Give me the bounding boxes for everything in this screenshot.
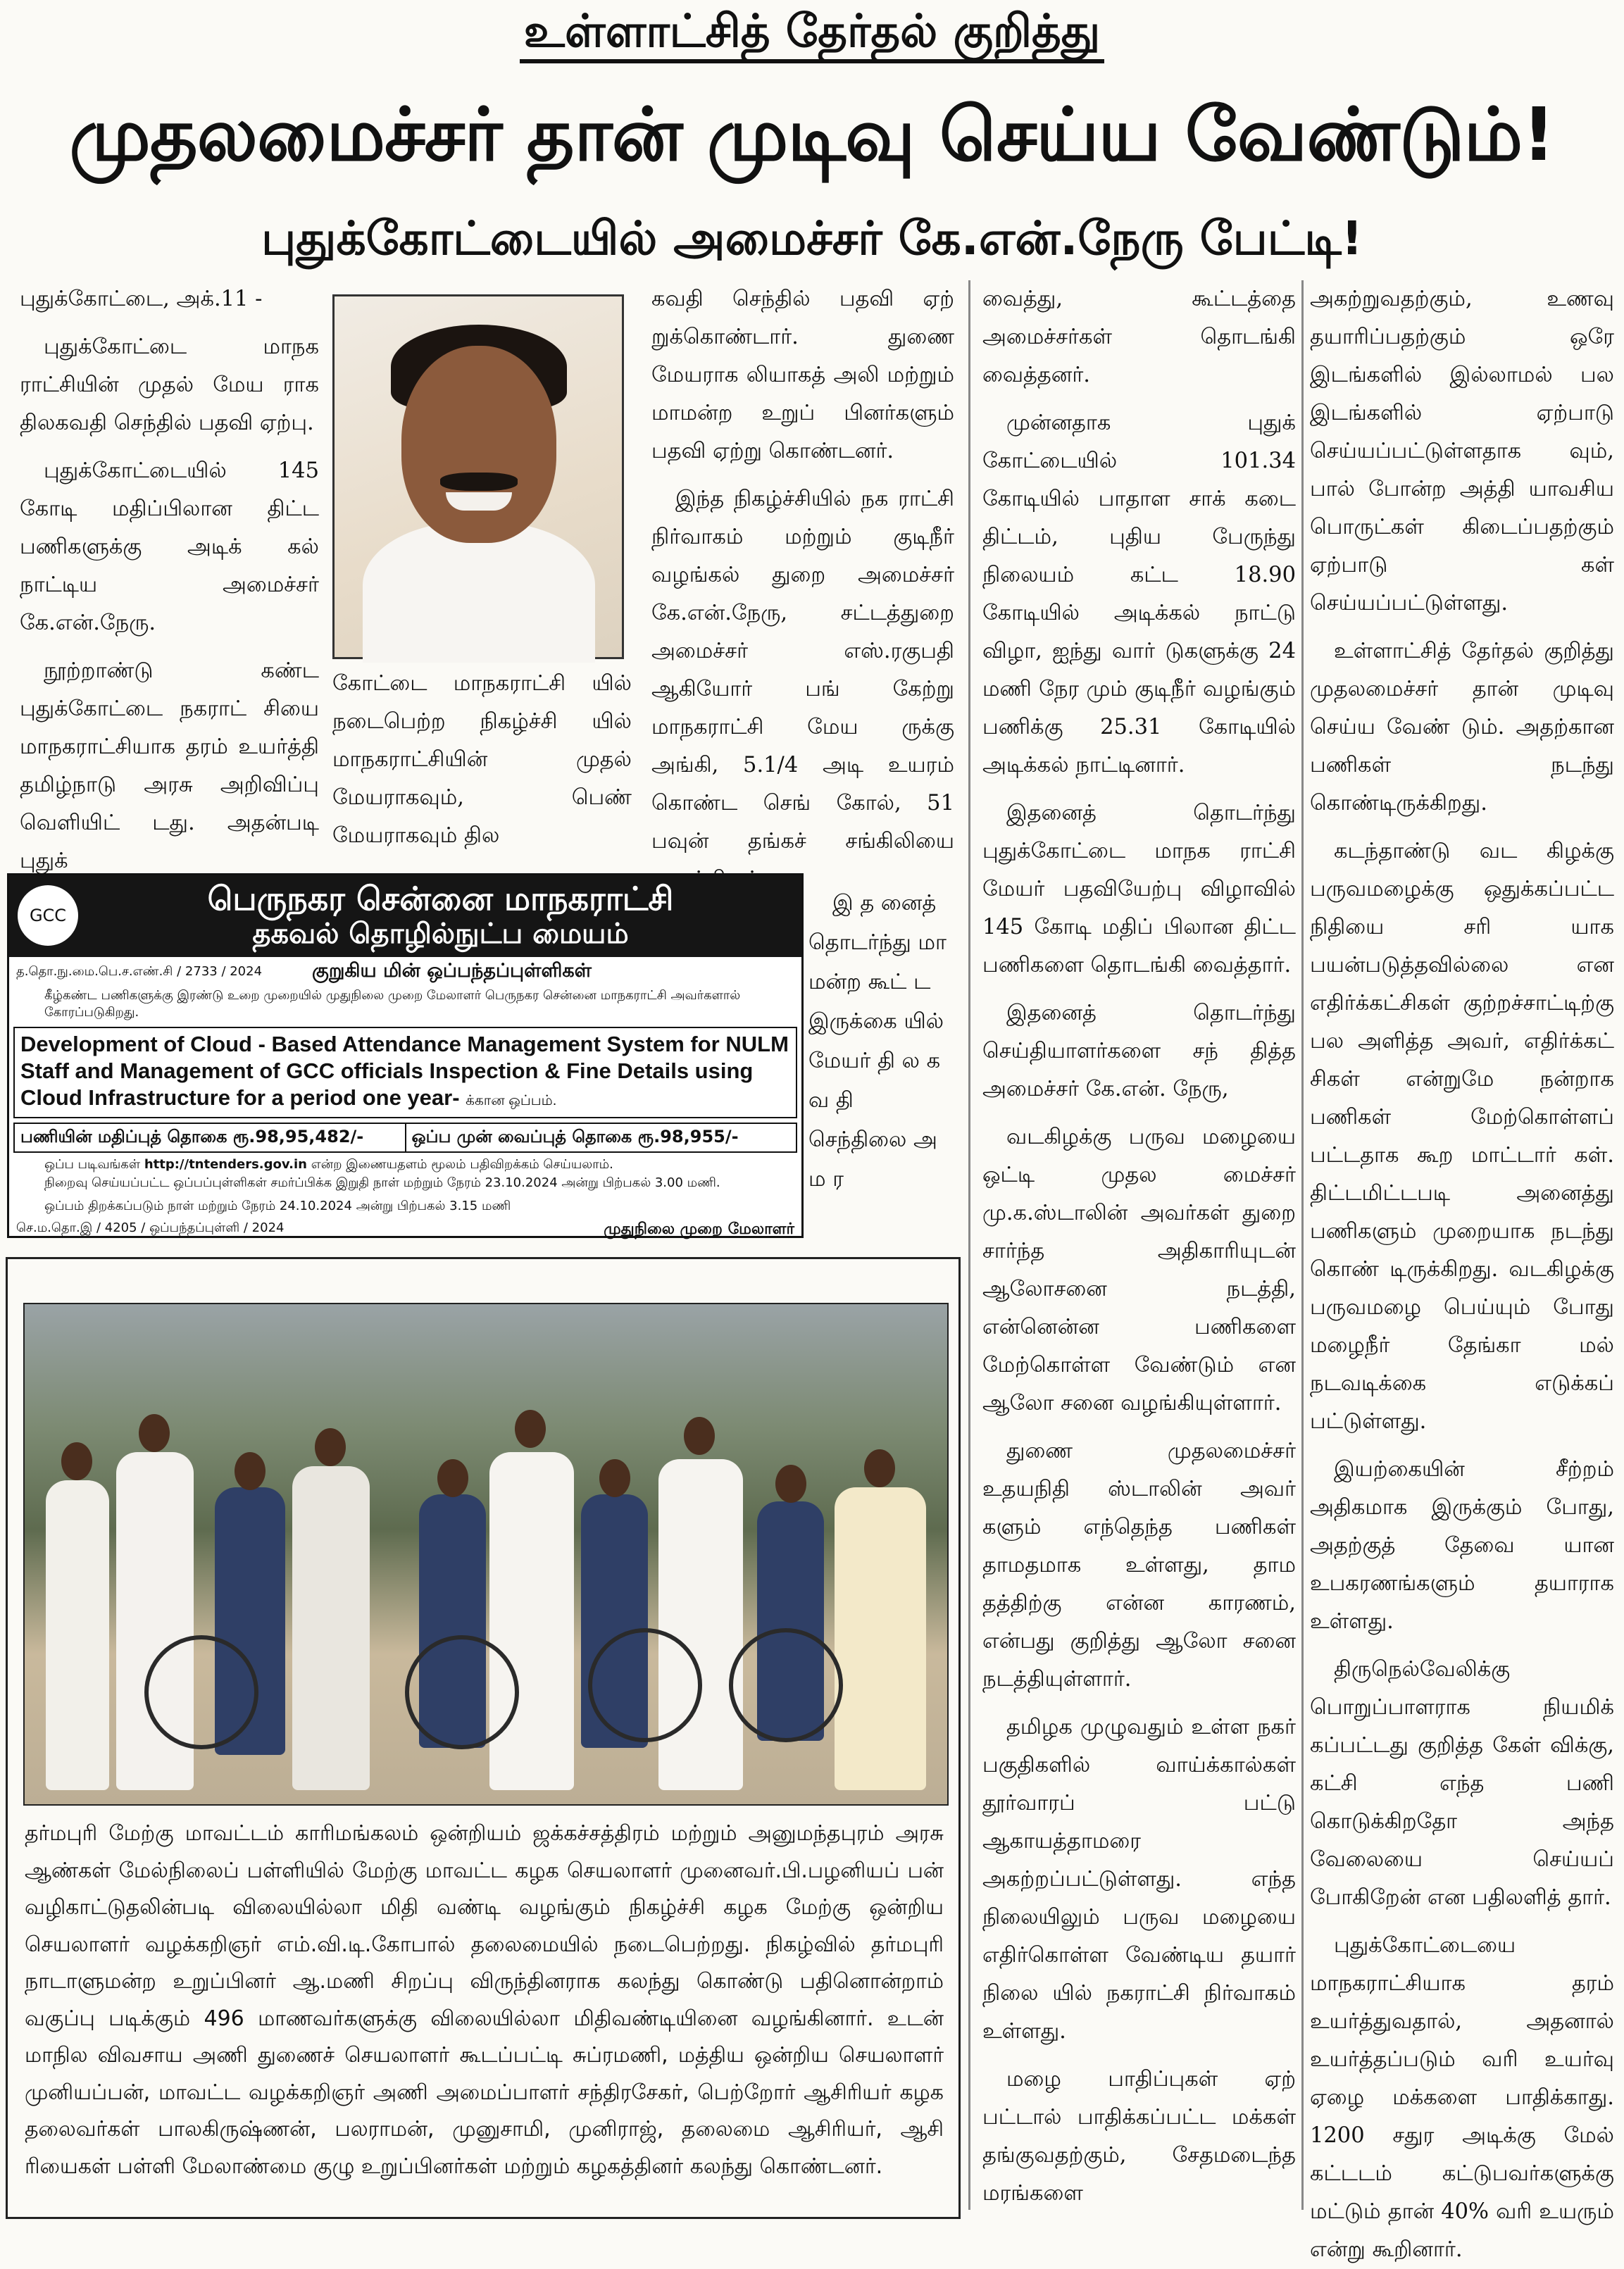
ad-notice-title: குறுகிய மின் ஒப்பந்தப்புள்ளிகள்	[312, 960, 592, 982]
ad-deadline: நிறைவு செய்யப்பட்ட ஒப்பப்புள்ளிகள் சமர்ப்பிக்க இறுதி நாள் மற்றும் நேரம் 23.10.2024 அன்று பிற்பகல் 3.00 மணி.	[44, 1175, 720, 1190]
paragraph: புதுக்கோட்டை மாநக ராட்சியின் முதல் மேய ராக திலகவதி செந்தில் பதவி ஏற்பு.	[20, 335, 319, 435]
ad-emd: ஒப்ப முன் வைப்புத் தொகை ரூ.98,955/-	[411, 1127, 739, 1146]
subheadline: புதுக்கோட்டையில் அமைச்சர் கே.என்.நேரு பேட்டி!	[261, 211, 1363, 265]
kicker	[0, 6, 1624, 63]
ad-header	[9, 875, 801, 957]
dateline: புதுக்கோட்டை, அக்.11 -	[20, 287, 263, 311]
ad-opening: ஒப்பம் திறக்கப்படும் நாள் மற்றும் நேரம் 24.10.2024 அன்று பிற்பகல் 3.15 மணி	[44, 1199, 511, 1213]
paragraph: துணை முதலமைச்சர் உதயநிதி ஸ்டாலின் அவர் களும் எந்தெந்த பணிகள் தாமதமாக உள்ளது, தாம தத்திற்கு என்ன காரணம், என்பது குறித்து ஆலோ சனை நடத்தியுள்ளார்.	[982, 1439, 1296, 1692]
article-col-1	[20, 280, 319, 873]
paragraph: புதுக்கோட்டையில் 145 கோடி மதிப்பிலான திட்ட பணிகளுக்கு அடிக் கல் நாட்டிய அமைச்சர் கே.என்.நேரு.	[20, 458, 319, 635]
paragraph: அகற்றுவதற்கும், உணவு தயாரிப்பதற்கும் ஒரே இடங்களில் இல்லாமல் பல இடங்களில் ஏற்பாடு செய்யப்பட்டுள்ளதாக வும், பால் போன்ற அத்தி யாவசிய பொருட்கள் கிடைப்பதற்கும் ஏற்பாடு கள் செய்யப்பட்டுள்ளது.	[1310, 287, 1614, 615]
person-head	[599, 1459, 630, 1497]
bicycle-wheel	[729, 1628, 843, 1742]
ad-values-row	[13, 1123, 797, 1153]
bicycle-distribution-photo	[23, 1303, 949, 1806]
paragraph: இதனைத் தொடர்ந்து புதுக்கோட்டை மாநக ராட்சி மேயர் பதவியேற்பு விழாவில் 145 கோடி மதிப் பிலான திட்ட பணிகளை தொடங்கி வைத்தார்.	[982, 801, 1296, 977]
person-head	[515, 1410, 546, 1448]
paragraph: புதுக்கோட்டையை மாநகராட்சியாக தரம் உயர்த்துவதால், அதனால் உயர்த்தப்படும் வரி உயர்வு ஏழை மக்களை பாதிக்காது. 1200 சதுர அடிக்கு மேல் கட்டடம் கட்டுபவர்களுக்கு மட்டும் தான் 40% வரி உயரும் என்று கூறினார்.	[1310, 1933, 1614, 2262]
article-col-5	[1310, 280, 1614, 2262]
person-figure	[292, 1466, 370, 1790]
tender-advertisement	[7, 873, 804, 1238]
ad-ref-row	[9, 957, 801, 985]
ad-signatory: முதுநிலை முறை மேலாளர்	[604, 1220, 794, 1238]
column-divider	[968, 280, 970, 2210]
ad-subtitle: தகவல் தொழில்நுட்ப மையம்	[252, 918, 629, 950]
kicker-text: உள்ளாட்சித் தேர்தல் குறித்து	[520, 6, 1104, 63]
paragraph: கவதி செந்தில் பதவி ஏற் றுக்கொண்டார். துணை மேயராக லியாகத் அலி மற்றும் மாமன்ற உறுப் பினர்களும் பதவி ஏற்று கொண்டனர்.	[651, 287, 954, 463]
portrait-face	[401, 346, 556, 543]
paragraph: மழை பாதிப்புகள் ஏற் பட்டால் பாதிக்கப்பட்ட மக்கள் தங்குவதற்கும், சேதமடைந்த மரங்களை	[982, 2067, 1296, 2206]
paragraph: வைத்து, கூட்டத்தை அமைச்சர்கள் தொடங்கி வைத்தனர்.	[982, 287, 1296, 387]
person-head	[315, 1428, 346, 1466]
paragraph: தமிழக முழுவதும் உள்ள நகர் பகுதிகளில் வாய்க்கால்கள் தூர்வாரப் பட்டு ஆகாயத்தாமரை அகற்றப்பட்டுள்ளது. எந்த நிலையிலும் பருவ மழையை எதிர்கொள்ள வேண்டிய தயார் நிலை யில் நகராட்சி நிர்வாகம் உள்ளது.	[982, 1715, 1296, 2044]
ad-footer	[9, 1216, 801, 1244]
paragraph: திருநெல்வேலிக்கு பொறுப்பாளராக நியமிக் கப்பட்டது குறித்த கேள் விக்கு, கட்சி எந்த பணி கொடுக்கிறதோ அந்த வேலையை செய்யப் போகிறேன் என பதிலளித் தார்.	[1310, 1657, 1614, 1910]
person-head	[864, 1449, 895, 1487]
ad-ref: த.தொ.நு.மை.பெ.ச.எண்.சி / 2733 / 2024	[16, 964, 263, 979]
paragraph: கடந்தாண்டு வட கிழக்கு பருவமழைக்கு ஒதுக்கப்பட்ட நிதியை சரி யாக பயன்படுத்தவில்லை என எதிர்க்கட்சிகள் குற்றச்சாட்டிற்கு பல அளித்த அவர், எதிர்க்கட் சிகள் என்றுமே நன்றாக பணிகள் மேற்கொள்ளப் பட்டதாக கூற மாட்டார் கள். திட்டமிட்டபடி அனைத்து பணிகளும் முறையாக நடந்து கொண் டிருக்கிறது. வடகிழக்கு பருவமழை பெய்யும் போது மழைநீர் தேங்கா மல் நடவடிக்கை எடுக்கப் பட்டுள்ளது.	[1310, 839, 1614, 1434]
article-col-3-narrow	[808, 884, 954, 1250]
download-prefix: ஒப்ப படிவங்கள்	[44, 1157, 141, 1172]
article-col-2	[332, 665, 632, 848]
paragraph: உள்ளாட்சித் தேர்தல் குறித்து முதலமைச்சர் தான் முடிவு செய்ய வேண் டும். அதற்கான பணிகள் நடந்து கொண்டிருக்கிறது.	[1310, 639, 1614, 815]
gcc-logo: GCC	[18, 885, 78, 946]
person-head	[437, 1459, 468, 1497]
column-divider	[1301, 280, 1304, 2210]
portrait-shirt	[363, 522, 595, 663]
paragraph: நூற்றாண்டு கண்ட புதுக்கோட்டை நகராட் சியை மாநகராட்சியாக தரம் உயர்த்தி தமிழ்நாடு அரசு அறிவிப்பு வெளியிட் டது. அதன்படி புதுக்	[20, 658, 319, 873]
person-figure	[658, 1459, 743, 1790]
bicycle-wheel	[405, 1635, 519, 1749]
download-url[interactable]: http://tntenders.gov.in	[144, 1157, 307, 1172]
photo-caption: தர்மபுரி மேற்கு மாவட்டம் காரிமங்கலம் ஒன்றியம் ஜக்கச்சத்திரம் மற்றும் அனுமந்தபுரம் அரசு ஆண்கள் மேல்நிலைப் பள்ளியில் மேற்கு மாவட்ட கழக செயலாளர் முனைவர்.பி.பழனியப் பன் வழிகாட்டுதலின்படி விலையில்லா மிதி வண்டி வழங்கும் நிகழ்ச்சி கழக மேற்கு ஒன்றிய செயலாளர் வழக்கறிஞர் எம்.வி.டி.கோபால் தலைமையில் நடைபெற்றது. நிகழ்வில் தர்மபுரி நாடாளுமன்ற உறுப்பினர் ஆ.மணி சிறப்பு விருந்தினராக கலந்து கொண்டு பதினொன்றாம் வகுப்பு படிக்கும் 496 மாணவர்களுக்கு விலையில்லா மிதிவண்டியினை வழங்கினார். உடன் மாநில விவசாய அணி துணைச் செயலாளர் கூடப்பட்டி சுப்ரமணி, மத்திய ஒன்றிய செயலாளர் முனியப்பன், மாவட்ட வழக்கறிஞர் அணி அமைப்பாளர் சந்திரசேகர், பெற்றோர் ஆசிரியர் கழக தலைவர்கள் பாலகிருஷ்ணன், பலராமன், முனுசாமி, முனிராஜ், தலைமை ஆசிரியர், ஆசி ரியைகள் பள்ளி மேலாண்மை குழு உறுப்பினர்கள் மற்றும் கழகத்தினர் கலந்து கொண்டனர்.	[25, 1821, 944, 2179]
paragraph: கோட்டை மாநகராட்சி யில் நடைபெற்ற நிகழ்ச்சி யில் மாநகராட்சியின் முதல் மேயராகவும், பெண் மேயராகவும் தில	[332, 671, 632, 848]
article-col-4	[982, 280, 1296, 2213]
work-title: Development of Cloud - Based Attendance Management System for NULM Staff and Management of GCC officials Inspection & Fine Details using Cloud Infrastructure for a period one year-	[20, 1032, 789, 1110]
minister-portrait	[332, 294, 624, 659]
download-suffix: என்ற இணையதளம் மூலம் பதிவிறக்கம் செய்யலாம்.	[311, 1157, 613, 1172]
portrait-smile	[446, 492, 512, 511]
headline: முதலமைச்சர் தான் முடிவு செய்ய வேண்டும்!	[69, 92, 1555, 177]
paragraph: இ த னைத் தொடர்ந்து மா மன்ற கூட் ட இருக்கை யில் மேயர் தி ல க வ தி செந்திலை அ ம ர	[808, 891, 947, 1192]
ad-work-value: பணியின் மதிப்புத் தொகை ரூ.98,95,482/-	[15, 1124, 406, 1151]
person-figure	[835, 1487, 926, 1790]
article-col-3	[651, 280, 954, 886]
bicycle-wheel	[588, 1628, 702, 1742]
ad-download-note	[9, 1153, 801, 1173]
photo-story-box	[6, 1257, 961, 2219]
paragraph: இதனைத் தொடர்ந்து செய்தியாளர்களை சந் தித்த அமைச்சர் கே.என். நேரு,	[982, 1001, 1296, 1101]
paragraph: இந்த நிகழ்ச்சியில் நக ராட்சி நிர்வாகம் மற்றும் குடிநீர் வழங்கல் துறை அமைச்சர் கே.என்.நேரு, சட்டத்துறை அமைச்சர் எஸ்.ரகுபதி ஆகியோர் பங் கேற்று மாநகராட்சி மேய ருக்கு அங்கி, 5.1/4 அடி உயரம் கொண்ட செங் கோல், 51 பவுன் தங்கச் சங்கிலியை	[651, 487, 954, 854]
ad-title: பெருநகர சென்னை மாநகராட்சி	[207, 880, 674, 918]
person-head	[775, 1465, 806, 1503]
person-figure	[46, 1480, 109, 1790]
ad-footer-ref: செ.ம.தொ.இ / 4205 / ஒப்பந்தப்புள்ளி / 2024	[16, 1220, 285, 1235]
paragraph: இயற்கையின் சீற்றம் அதிகமாக இருக்கும் போது, அதற்குத் தேவை யான உபகரணங்களும் தயாராக உள்ளது.	[1310, 1457, 1614, 1634]
ad-work-description	[13, 1027, 797, 1118]
work-suffix: க்கான ஒப்பம்.	[466, 1093, 557, 1108]
person-head	[139, 1414, 170, 1452]
paragraph: முன்னதாக புதுக் கோட்டையில் 101.34 கோடியில் பாதாள சாக் கடை திட்டம், புதிய பேருந்து நிலையம் கட்ட 18.90 கோடியில் அடிக்கல் நாட்டு விழா, ஐந்து வார் டுகளுக்கு 24 மணி நேர மும் குடிநீர் வழங்கும் பணிக்கு 25.31 கோடியில் அடிக்கல் நாட்டினார்.	[982, 411, 1296, 777]
person-head	[235, 1452, 266, 1490]
bicycle-wheel	[144, 1635, 258, 1749]
ad-intro: கீழ்கண்ட பணிகளுக்கு இரண்டு உறை முறையில் முதுநிலை முறை மேலாளர் பெருநகர சென்னை மாநகராட்சி அவர்களால் கோரப்படுகிறது.	[44, 988, 741, 1020]
portrait-mustache	[440, 473, 518, 491]
paragraph: வடகிழக்கு பருவ மழையை ஒட்டி முதல மைச்சர் மு.க.ஸ்டாலின் அவர்கள் துறை சார்ந்த அதிகாரியுடன் ஆலோசனை நடத்தி, என்னென்ன பணிகளை மேற்கொள்ள வேண்டும் என ஆலோ சனை வழங்கியுள்ளார்.	[982, 1125, 1296, 1415]
person-head	[684, 1417, 715, 1455]
person-head	[61, 1442, 92, 1480]
person-figure	[489, 1452, 574, 1790]
